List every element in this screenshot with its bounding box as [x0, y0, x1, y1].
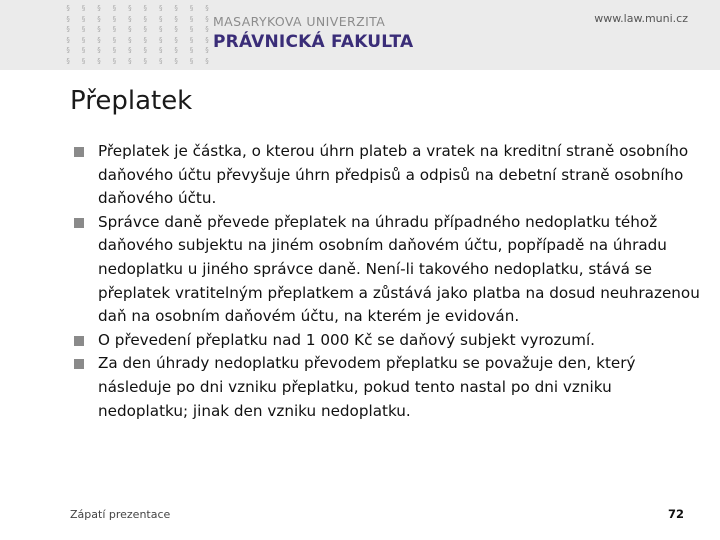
page-number: 72	[667, 507, 684, 521]
bullet-square-icon	[74, 359, 84, 369]
bullet-square-icon	[74, 147, 84, 157]
bullet-list	[74, 140, 704, 423]
website-url: www.law.muni.cz	[594, 12, 688, 25]
bullet-text: Za den úhrady nedoplatku převodem přeplatku se považuje den, který následuje po dni vzniku přeplatku, pokud tento nastal po dni vzniku nedoplatku; jinak den vzniku nedoplatku.	[98, 354, 636, 420]
slide-header	[0, 0, 720, 70]
bullet-item	[74, 140, 704, 211]
logo-pattern: § § § § § § § § § § § § § § § § § § § § § § § § § § § § § § § § § § § § § § § § § § § § § § § § § § § § § § § § § § § §	[66, 4, 213, 65]
bullet-square-icon	[74, 218, 84, 228]
bullet-text: Přeplatek je částka, o kterou úhrn plateb a vratek na kreditní straně osobního daňového účtu převyšuje úhrn předpisů a odpisů na debetní straně osobního daňového účtu.	[98, 142, 689, 208]
bullet-item	[74, 329, 704, 353]
bullet-item	[74, 211, 704, 329]
bullet-text: O převedení přeplatku nad 1 000 Kč se daňový subjekt vyrozumí.	[98, 330, 595, 349]
slide-title: Přeplatek	[70, 86, 193, 116]
faculty-name: PRÁVNICKÁ FAKULTA	[213, 32, 414, 52]
footer-text: Zápatí prezentace	[70, 508, 171, 521]
university-name: MASARYKOVA UNIVERZITA	[213, 14, 386, 29]
bullet-text: Správce daně převede přeplatek na úhradu případného nedoplatku téhož daňového subjektu na jiném osobním daňovém účtu, popřípadě na úhradu nedoplatku u jiného správce daně. Není-li takového nedoplatku, stává se přeplatek vratitelným přeplatkem a zůstává jako platba na dosud neuhrazenou daň na osobním daňovém účtu, na kterém je evidován.	[98, 212, 700, 326]
bullet-square-icon	[74, 336, 84, 346]
bullet-item	[74, 352, 704, 423]
